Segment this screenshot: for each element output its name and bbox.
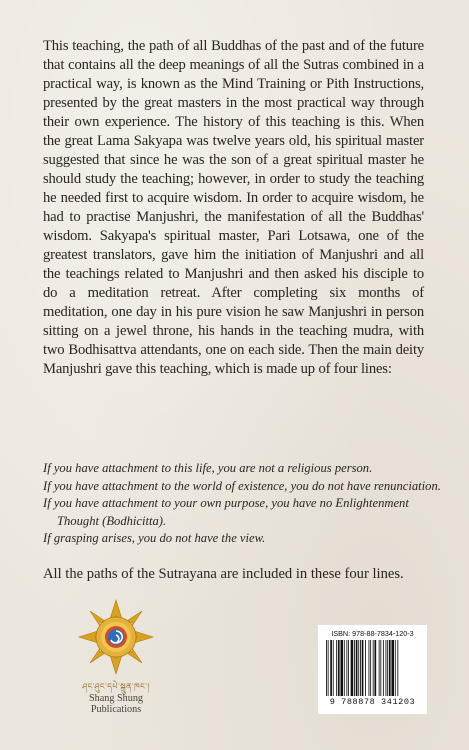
barcode-icon: [325, 640, 420, 696]
barcode-bar: [346, 640, 347, 696]
barcode-bar: [348, 640, 349, 696]
barcode-bar: [379, 640, 380, 696]
barcode-bar: [387, 640, 388, 696]
verse-line: If you have attachment to the world of existence, you do not have renunciation.: [43, 478, 441, 493]
barcode-bar: [395, 640, 396, 696]
barcode-bar: [383, 640, 384, 696]
barcode-bar: [340, 640, 343, 696]
barcode-bar: [397, 640, 398, 696]
barcode-bar: [330, 640, 332, 696]
barcode-bar: [369, 640, 370, 696]
barcode-bar: [344, 640, 345, 696]
barcode-bar: [360, 640, 361, 696]
barcode-bar: [336, 640, 337, 696]
barcode-bar: [356, 640, 358, 696]
tibetan-inscription: ཤང་ཤུང་དཔེ་སྐྲུན་ཁང་།: [82, 682, 150, 691]
barcode-bar: [338, 640, 340, 696]
publisher-logo: [64, 599, 168, 719]
barcode-panel: [318, 625, 427, 714]
barcode-bar: [380, 640, 381, 696]
barcode-bar: [328, 640, 329, 696]
publisher-name: Shang Shung Publications: [88, 693, 144, 715]
barcode-bar: [354, 640, 355, 696]
lotus-star-icon: [78, 599, 154, 675]
barcode-bar: [326, 640, 327, 696]
barcode-bar: [391, 640, 394, 696]
verse-line: If you have attachment to your own purpose, you have no Enlightenment Thought (Bodhicitta).: [43, 496, 409, 528]
verse-line: If grasping arises, you do not have the view.: [43, 531, 266, 545]
body-paragraph: This teaching, the path of all Buddhas of the past and of the future that contains all the deep meanings of all the Sutras combined in a practical way, is known as the Mind Training or Pith Instructions, presented by the great masters in the most practical way through their own experience. The history of this teaching is this. When the great Lama Sakyapa was twelve years old, his spiritual master suggested that since he was the son of a great spiritual master he should study the teaching; however, in order to study the teaching he needed first to acquire wisdom. In order to acquire wisdom, he had to practise Manjushri, the manifestation of all the Buddhas' wisdom. Sakyapa's spiritual master, Pari Lotsawa, one of the greatest translators, gave him the initiation of Manjushri and all the teachings related to Manjushri and then asked his disciple to do a meditation retreat. After completing six months of meditation, one day in his pure vision he saw Manjushri in person sitting on a jewel throne, his hands in the teaching mudra, with two Bodhisattva attendants, one on each side. Then the main deity Manjushri gave this teaching, which is made up of four lines:: [43, 38, 424, 377]
barcode-bar: [333, 640, 334, 696]
verse-line: If you have attachment to this life, you are not a religious person.: [43, 461, 373, 475]
barcode-bar: [386, 640, 387, 696]
barcode-bar: [373, 640, 374, 696]
barcode-bar: [374, 640, 376, 696]
barcode-bar: [365, 640, 366, 696]
barcode-bar: [351, 640, 354, 696]
barcode-bar: [358, 640, 359, 696]
verse-list: [43, 460, 443, 548]
ean-digits: 9 788878 341203: [329, 697, 416, 707]
barcode-bar: [389, 640, 391, 696]
isbn-label: ISBN: 978-88-7834-120-3: [331, 629, 414, 638]
barcode-bar: [370, 640, 371, 696]
conclusion-line: All the paths of the Sutrayana are included in these four lines.: [43, 566, 404, 582]
barcode-bar: [362, 640, 364, 696]
